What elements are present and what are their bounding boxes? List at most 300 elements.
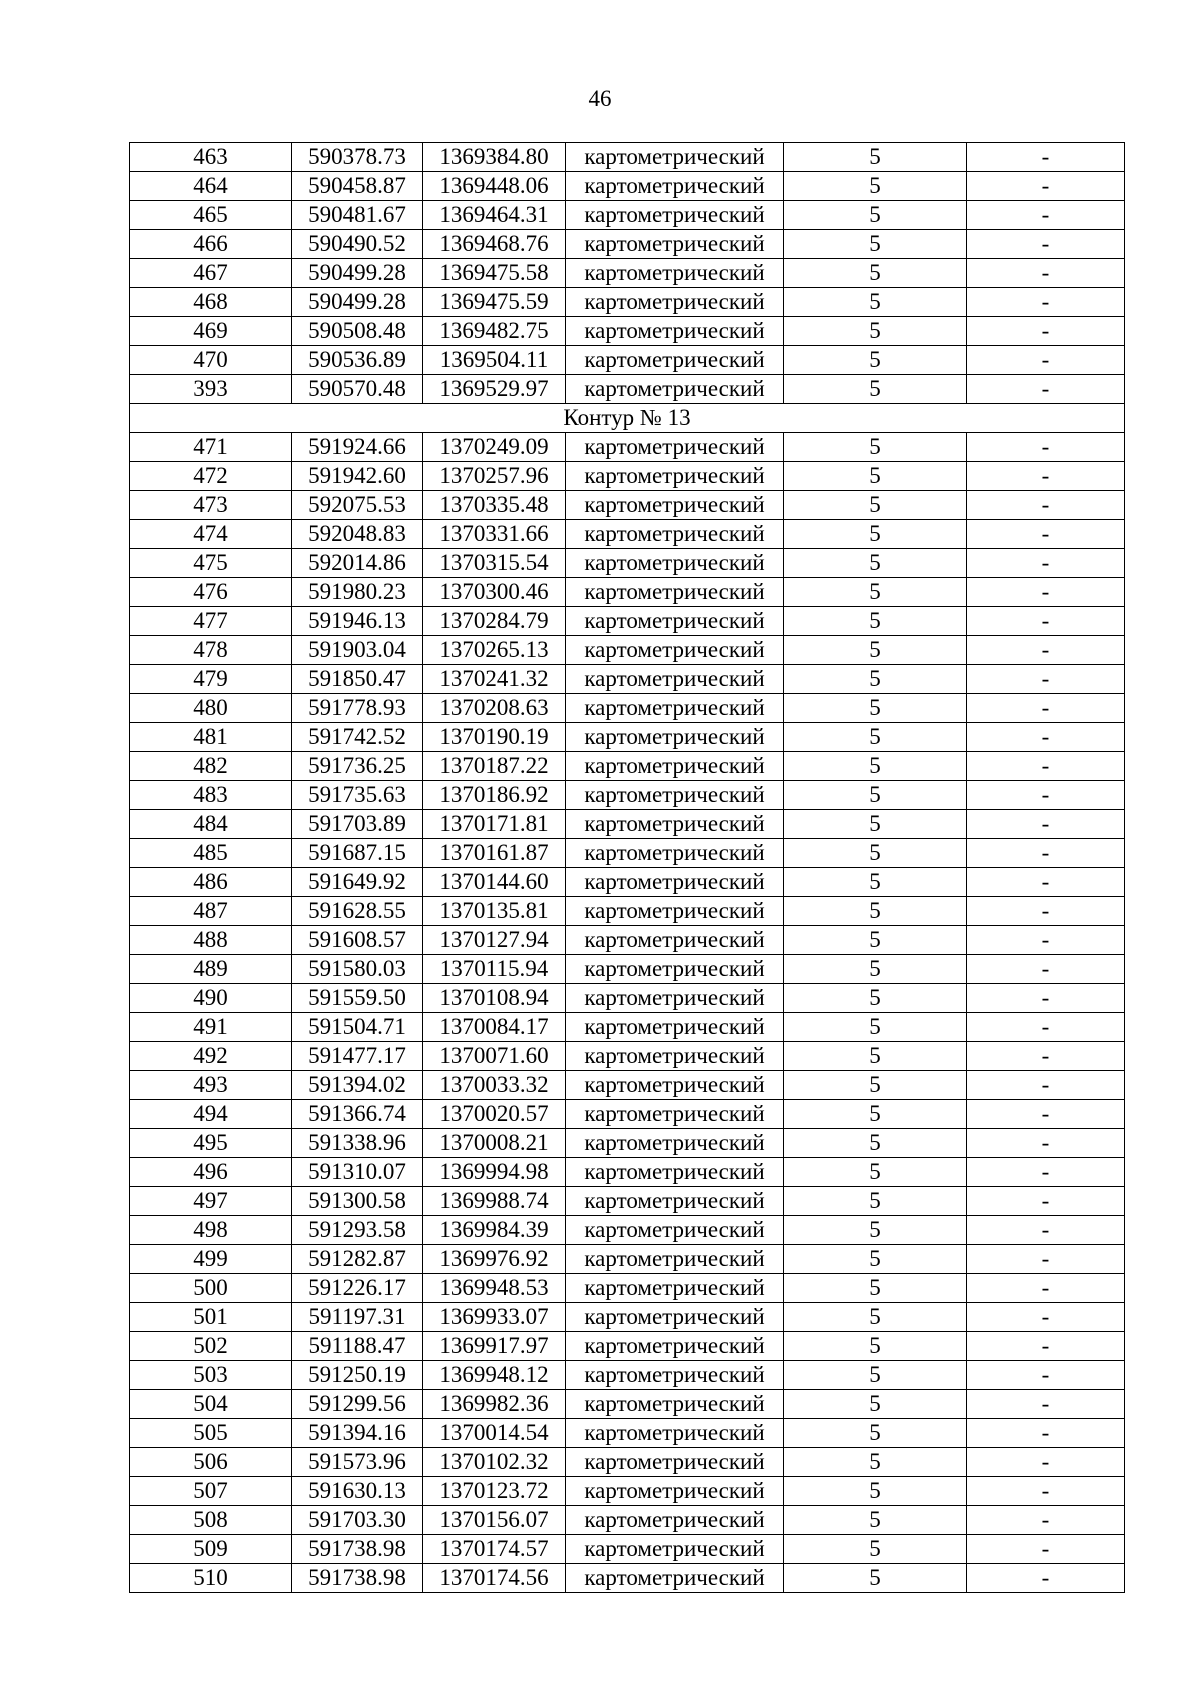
method-cell: картометрический [566, 346, 784, 375]
table-row [130, 346, 1125, 375]
accuracy-cell: 5 [784, 955, 967, 984]
description-cell: - [967, 1506, 1125, 1535]
y-coordinate-cell: 1369384.80 [423, 143, 566, 172]
table-row [130, 665, 1125, 694]
description-cell: - [967, 781, 1125, 810]
method-cell: картометрический [566, 491, 784, 520]
method-cell: картометрический [566, 1071, 784, 1100]
table-row [130, 752, 1125, 781]
section-title: Контур № 13 [130, 404, 1125, 433]
y-coordinate-cell: 1370331.66 [423, 520, 566, 549]
point-number-cell: 471 [130, 433, 292, 462]
x-coordinate-cell: 591942.60 [292, 462, 423, 491]
table-row [130, 1100, 1125, 1129]
x-coordinate-cell: 591738.98 [292, 1564, 423, 1593]
y-coordinate-cell: 1369948.53 [423, 1274, 566, 1303]
accuracy-cell: 5 [784, 1448, 967, 1477]
table-row [130, 491, 1125, 520]
y-coordinate-cell: 1370135.81 [423, 897, 566, 926]
x-coordinate-cell: 591338.96 [292, 1129, 423, 1158]
x-coordinate-cell: 591735.63 [292, 781, 423, 810]
accuracy-cell: 5 [784, 578, 967, 607]
method-cell: картометрический [566, 1390, 784, 1419]
table-row [130, 636, 1125, 665]
page-number: 46 [588, 86, 612, 111]
method-cell: картометрический [566, 433, 784, 462]
description-cell: - [967, 665, 1125, 694]
x-coordinate-cell: 591649.92 [292, 868, 423, 897]
accuracy-cell: 5 [784, 607, 967, 636]
method-cell: картометрический [566, 172, 784, 201]
y-coordinate-cell: 1369504.11 [423, 346, 566, 375]
description-cell: - [967, 839, 1125, 868]
point-number-cell: 491 [130, 1013, 292, 1042]
accuracy-cell: 5 [784, 259, 967, 288]
y-coordinate-cell: 1370071.60 [423, 1042, 566, 1071]
method-cell: картометрический [566, 520, 784, 549]
description-cell: - [967, 1216, 1125, 1245]
method-cell: картометрический [566, 259, 784, 288]
accuracy-cell: 5 [784, 1129, 967, 1158]
table-row [130, 781, 1125, 810]
x-coordinate-cell: 591226.17 [292, 1274, 423, 1303]
table-row [130, 1042, 1125, 1071]
accuracy-cell: 5 [784, 520, 967, 549]
y-coordinate-cell: 1370190.19 [423, 723, 566, 752]
y-coordinate-cell: 1369475.58 [423, 259, 566, 288]
x-coordinate-cell: 591477.17 [292, 1042, 423, 1071]
description-cell: - [967, 549, 1125, 578]
description-cell: - [967, 230, 1125, 259]
point-number-cell: 509 [130, 1535, 292, 1564]
y-coordinate-cell: 1369468.76 [423, 230, 566, 259]
table-row [130, 984, 1125, 1013]
y-coordinate-cell: 1370127.94 [423, 926, 566, 955]
table-row [130, 1419, 1125, 1448]
point-number-cell: 467 [130, 259, 292, 288]
point-number-cell: 468 [130, 288, 292, 317]
accuracy-cell: 5 [784, 1303, 967, 1332]
method-cell: картометрический [566, 868, 784, 897]
description-cell: - [967, 1564, 1125, 1593]
x-coordinate-cell: 590570.48 [292, 375, 423, 404]
x-coordinate-cell: 591736.25 [292, 752, 423, 781]
accuracy-cell: 5 [784, 1216, 967, 1245]
point-number-cell: 499 [130, 1245, 292, 1274]
y-coordinate-cell: 1370108.94 [423, 984, 566, 1013]
table-row [130, 259, 1125, 288]
method-cell: картометрический [566, 636, 784, 665]
method-cell: картометрический [566, 839, 784, 868]
x-coordinate-cell: 591703.30 [292, 1506, 423, 1535]
table-row [130, 694, 1125, 723]
description-cell: - [967, 172, 1125, 201]
x-coordinate-cell: 590508.48 [292, 317, 423, 346]
method-cell: картометрический [566, 230, 784, 259]
table-row [130, 201, 1125, 230]
accuracy-cell: 5 [784, 346, 967, 375]
point-number-cell: 478 [130, 636, 292, 665]
y-coordinate-cell: 1369475.59 [423, 288, 566, 317]
y-coordinate-cell: 1370208.63 [423, 694, 566, 723]
accuracy-cell: 5 [784, 1361, 967, 1390]
point-number-cell: 463 [130, 143, 292, 172]
point-number-cell: 497 [130, 1187, 292, 1216]
x-coordinate-cell: 591293.58 [292, 1216, 423, 1245]
description-cell: - [967, 317, 1125, 346]
y-coordinate-cell: 1370265.13 [423, 636, 566, 665]
description-cell: - [967, 433, 1125, 462]
x-coordinate-cell: 591980.23 [292, 578, 423, 607]
table-row [130, 1216, 1125, 1245]
point-number-cell: 506 [130, 1448, 292, 1477]
accuracy-cell: 5 [784, 781, 967, 810]
table-row [130, 1129, 1125, 1158]
table-row [130, 172, 1125, 201]
y-coordinate-cell: 1369917.97 [423, 1332, 566, 1361]
y-coordinate-cell: 1369933.07 [423, 1303, 566, 1332]
method-cell: картометрический [566, 1506, 784, 1535]
accuracy-cell: 5 [784, 839, 967, 868]
table-row [130, 1448, 1125, 1477]
description-cell: - [967, 578, 1125, 607]
accuracy-cell: 5 [784, 1332, 967, 1361]
table-row [130, 1158, 1125, 1187]
method-cell: картометрический [566, 317, 784, 346]
method-cell: картометрический [566, 607, 784, 636]
point-number-cell: 480 [130, 694, 292, 723]
y-coordinate-cell: 1370115.94 [423, 955, 566, 984]
method-cell: картометрический [566, 665, 784, 694]
description-cell: - [967, 201, 1125, 230]
point-number-cell: 490 [130, 984, 292, 1013]
x-coordinate-cell: 591924.66 [292, 433, 423, 462]
description-cell: - [967, 607, 1125, 636]
description-cell: - [967, 955, 1125, 984]
table-row [130, 1013, 1125, 1042]
method-cell: картометрический [566, 694, 784, 723]
description-cell: - [967, 1013, 1125, 1042]
y-coordinate-cell: 1370171.81 [423, 810, 566, 839]
point-number-cell: 474 [130, 520, 292, 549]
description-cell: - [967, 694, 1125, 723]
table-row [130, 1332, 1125, 1361]
table-row [130, 839, 1125, 868]
table-row [130, 1303, 1125, 1332]
x-coordinate-cell: 590458.87 [292, 172, 423, 201]
description-cell: - [967, 1274, 1125, 1303]
description-cell: - [967, 1361, 1125, 1390]
y-coordinate-cell: 1370315.54 [423, 549, 566, 578]
y-coordinate-cell: 1370257.96 [423, 462, 566, 491]
x-coordinate-cell: 591630.13 [292, 1477, 423, 1506]
accuracy-cell: 5 [784, 897, 967, 926]
x-coordinate-cell: 591310.07 [292, 1158, 423, 1187]
point-number-cell: 495 [130, 1129, 292, 1158]
accuracy-cell: 5 [784, 1071, 967, 1100]
y-coordinate-cell: 1370161.87 [423, 839, 566, 868]
point-number-cell: 502 [130, 1332, 292, 1361]
method-cell: картометрический [566, 926, 784, 955]
x-coordinate-cell: 591850.47 [292, 665, 423, 694]
description-cell: - [967, 1129, 1125, 1158]
x-coordinate-cell: 591394.16 [292, 1419, 423, 1448]
y-coordinate-cell: 1370335.48 [423, 491, 566, 520]
x-coordinate-cell: 591742.52 [292, 723, 423, 752]
accuracy-cell: 5 [784, 1100, 967, 1129]
table-row [130, 433, 1125, 462]
point-number-cell: 477 [130, 607, 292, 636]
description-cell: - [967, 1071, 1125, 1100]
y-coordinate-cell: 1370174.56 [423, 1564, 566, 1593]
x-coordinate-cell: 591250.19 [292, 1361, 423, 1390]
y-coordinate-cell: 1370102.32 [423, 1448, 566, 1477]
x-coordinate-cell: 591580.03 [292, 955, 423, 984]
accuracy-cell: 5 [784, 1419, 967, 1448]
x-coordinate-cell: 591703.89 [292, 810, 423, 839]
description-cell: - [967, 259, 1125, 288]
description-cell: - [967, 1390, 1125, 1419]
description-cell: - [967, 1187, 1125, 1216]
x-coordinate-cell: 591687.15 [292, 839, 423, 868]
y-coordinate-cell: 1370284.79 [423, 607, 566, 636]
description-cell: - [967, 375, 1125, 404]
accuracy-cell: 5 [784, 1013, 967, 1042]
point-number-cell: 501 [130, 1303, 292, 1332]
table-row [130, 810, 1125, 839]
description-cell: - [967, 1158, 1125, 1187]
method-cell: картометрический [566, 1274, 784, 1303]
y-coordinate-cell: 1370014.54 [423, 1419, 566, 1448]
y-coordinate-cell: 1369464.31 [423, 201, 566, 230]
x-coordinate-cell: 591282.87 [292, 1245, 423, 1274]
x-coordinate-cell: 591903.04 [292, 636, 423, 665]
y-coordinate-cell: 1370084.17 [423, 1013, 566, 1042]
method-cell: картометрический [566, 1535, 784, 1564]
table-row [130, 868, 1125, 897]
point-number-cell: 507 [130, 1477, 292, 1506]
x-coordinate-cell: 591946.13 [292, 607, 423, 636]
x-coordinate-cell: 591300.58 [292, 1187, 423, 1216]
y-coordinate-cell: 1370187.22 [423, 752, 566, 781]
y-coordinate-cell: 1369984.39 [423, 1216, 566, 1245]
y-coordinate-cell: 1370020.57 [423, 1100, 566, 1129]
y-coordinate-cell: 1369948.12 [423, 1361, 566, 1390]
description-cell: - [967, 926, 1125, 955]
accuracy-cell: 5 [784, 1158, 967, 1187]
point-number-cell: 482 [130, 752, 292, 781]
method-cell: картометрический [566, 288, 784, 317]
table-row [130, 462, 1125, 491]
method-cell: картометрический [566, 1245, 784, 1274]
accuracy-cell: 5 [784, 1274, 967, 1303]
x-coordinate-cell: 591778.93 [292, 694, 423, 723]
point-number-cell: 496 [130, 1158, 292, 1187]
y-coordinate-cell: 1370008.21 [423, 1129, 566, 1158]
description-cell: - [967, 868, 1125, 897]
section-row [130, 404, 1125, 433]
point-number-cell: 393 [130, 375, 292, 404]
accuracy-cell: 5 [784, 723, 967, 752]
y-coordinate-cell: 1370300.46 [423, 578, 566, 607]
x-coordinate-cell: 592014.86 [292, 549, 423, 578]
table-row [130, 926, 1125, 955]
point-number-cell: 483 [130, 781, 292, 810]
method-cell: картометрический [566, 375, 784, 404]
y-coordinate-cell: 1370249.09 [423, 433, 566, 462]
table-row [130, 1564, 1125, 1593]
table-row [130, 897, 1125, 926]
description-cell: - [967, 752, 1125, 781]
description-cell: - [967, 723, 1125, 752]
y-coordinate-cell: 1370123.72 [423, 1477, 566, 1506]
point-number-cell: 488 [130, 926, 292, 955]
table-row [130, 1245, 1125, 1274]
x-coordinate-cell: 591559.50 [292, 984, 423, 1013]
method-cell: картометрический [566, 984, 784, 1013]
accuracy-cell: 5 [784, 1506, 967, 1535]
y-coordinate-cell: 1369976.92 [423, 1245, 566, 1274]
method-cell: картометрический [566, 1477, 784, 1506]
point-number-cell: 475 [130, 549, 292, 578]
description-cell: - [967, 897, 1125, 926]
description-cell: - [967, 520, 1125, 549]
method-cell: картометрический [566, 1013, 784, 1042]
accuracy-cell: 5 [784, 752, 967, 781]
description-cell: - [967, 1303, 1125, 1332]
accuracy-cell: 5 [784, 926, 967, 955]
x-coordinate-cell: 590378.73 [292, 143, 423, 172]
table-row [130, 1535, 1125, 1564]
accuracy-cell: 5 [784, 984, 967, 1013]
x-coordinate-cell: 591366.74 [292, 1100, 423, 1129]
method-cell: картометрический [566, 810, 784, 839]
point-number-cell: 484 [130, 810, 292, 839]
x-coordinate-cell: 591738.98 [292, 1535, 423, 1564]
x-coordinate-cell: 590499.28 [292, 259, 423, 288]
table-row [130, 1071, 1125, 1100]
y-coordinate-cell: 1370033.32 [423, 1071, 566, 1100]
point-number-cell: 470 [130, 346, 292, 375]
method-cell: картометрический [566, 462, 784, 491]
method-cell: картометрический [566, 1042, 784, 1071]
point-number-cell: 469 [130, 317, 292, 346]
table-row [130, 1506, 1125, 1535]
description-cell: - [967, 1477, 1125, 1506]
x-coordinate-cell: 590536.89 [292, 346, 423, 375]
accuracy-cell: 5 [784, 317, 967, 346]
y-coordinate-cell: 1369982.36 [423, 1390, 566, 1419]
accuracy-cell: 5 [784, 433, 967, 462]
method-cell: картометрический [566, 1419, 784, 1448]
table-row [130, 375, 1125, 404]
point-number-cell: 510 [130, 1564, 292, 1593]
y-coordinate-cell: 1369482.75 [423, 317, 566, 346]
point-number-cell: 493 [130, 1071, 292, 1100]
accuracy-cell: 5 [784, 1564, 967, 1593]
y-coordinate-cell: 1370156.07 [423, 1506, 566, 1535]
y-coordinate-cell: 1369988.74 [423, 1187, 566, 1216]
accuracy-cell: 5 [784, 1535, 967, 1564]
table-row [130, 288, 1125, 317]
accuracy-cell: 5 [784, 665, 967, 694]
description-cell: - [967, 491, 1125, 520]
y-coordinate-cell: 1369529.97 [423, 375, 566, 404]
x-coordinate-cell: 591608.57 [292, 926, 423, 955]
accuracy-cell: 5 [784, 868, 967, 897]
description-cell: - [967, 143, 1125, 172]
accuracy-cell: 5 [784, 1187, 967, 1216]
point-number-cell: 479 [130, 665, 292, 694]
table-row [130, 578, 1125, 607]
description-cell: - [967, 346, 1125, 375]
accuracy-cell: 5 [784, 491, 967, 520]
accuracy-cell: 5 [784, 288, 967, 317]
point-number-cell: 465 [130, 201, 292, 230]
x-coordinate-cell: 591299.56 [292, 1390, 423, 1419]
table-row [130, 317, 1125, 346]
description-cell: - [967, 1448, 1125, 1477]
method-cell: картометрический [566, 1361, 784, 1390]
description-cell: - [967, 984, 1125, 1013]
accuracy-cell: 5 [784, 694, 967, 723]
description-cell: - [967, 1332, 1125, 1361]
method-cell: картометрический [566, 1332, 784, 1361]
point-number-cell: 498 [130, 1216, 292, 1245]
description-cell: - [967, 810, 1125, 839]
table-row [130, 230, 1125, 259]
y-coordinate-cell: 1370186.92 [423, 781, 566, 810]
description-cell: - [967, 462, 1125, 491]
method-cell: картометрический [566, 1100, 784, 1129]
method-cell: картометрический [566, 1448, 784, 1477]
coordinates-table-body [130, 143, 1125, 1593]
point-number-cell: 481 [130, 723, 292, 752]
method-cell: картометрический [566, 143, 784, 172]
x-coordinate-cell: 591394.02 [292, 1071, 423, 1100]
method-cell: картометрический [566, 897, 784, 926]
accuracy-cell: 5 [784, 201, 967, 230]
table-row [130, 1390, 1125, 1419]
coordinates-table [129, 142, 1125, 1593]
method-cell: картометрический [566, 955, 784, 984]
x-coordinate-cell: 591197.31 [292, 1303, 423, 1332]
point-number-cell: 485 [130, 839, 292, 868]
accuracy-cell: 5 [784, 549, 967, 578]
point-number-cell: 500 [130, 1274, 292, 1303]
method-cell: картометрический [566, 1129, 784, 1158]
table-row [130, 1477, 1125, 1506]
point-number-cell: 476 [130, 578, 292, 607]
x-coordinate-cell: 591628.55 [292, 897, 423, 926]
description-cell: - [967, 1100, 1125, 1129]
accuracy-cell: 5 [784, 810, 967, 839]
table-row [130, 607, 1125, 636]
accuracy-cell: 5 [784, 143, 967, 172]
accuracy-cell: 5 [784, 1477, 967, 1506]
x-coordinate-cell: 591188.47 [292, 1332, 423, 1361]
point-number-cell: 473 [130, 491, 292, 520]
table-row [130, 1274, 1125, 1303]
point-number-cell: 492 [130, 1042, 292, 1071]
accuracy-cell: 5 [784, 230, 967, 259]
point-number-cell: 503 [130, 1361, 292, 1390]
accuracy-cell: 5 [784, 1042, 967, 1071]
point-number-cell: 464 [130, 172, 292, 201]
y-coordinate-cell: 1370174.57 [423, 1535, 566, 1564]
accuracy-cell: 5 [784, 172, 967, 201]
method-cell: картометрический [566, 1564, 784, 1593]
